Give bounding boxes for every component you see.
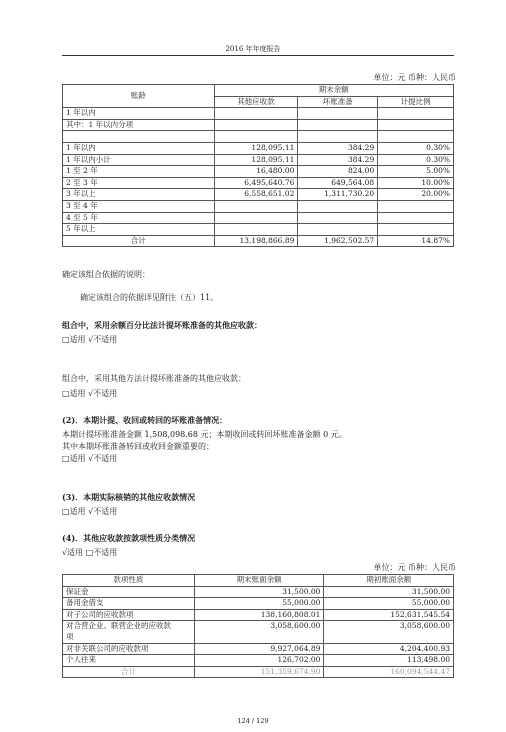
table2-unit: 单位：元 币种：人民币	[373, 563, 456, 572]
table-row	[63, 189, 454, 201]
cell: 备用金借支	[63, 598, 195, 610]
cell	[214, 200, 298, 212]
col-header: 款项性质	[63, 575, 195, 587]
cell: 1 年以内	[63, 108, 215, 120]
cell: 0.30%	[378, 154, 454, 166]
cell: 151,359,674.90	[194, 666, 324, 678]
table-row	[63, 166, 454, 178]
cell: 824.00	[298, 166, 378, 178]
table-row	[63, 655, 454, 667]
cell: 2 至 3 年	[63, 177, 215, 189]
s2-heading: (2)．本期计提、收回或转回的坏账准备情况：	[62, 415, 228, 425]
s4-option: √适用 □不适用	[62, 548, 118, 557]
cell	[194, 632, 324, 643]
table-row	[63, 609, 454, 621]
cell	[298, 131, 378, 143]
cell: 1,311,730.20	[298, 189, 378, 201]
cell: 4 至 5 年	[63, 212, 215, 224]
cell: 3,058,600.00	[324, 621, 454, 632]
cell: 3,058,600.00	[194, 621, 324, 632]
cell: 1 年以内小计	[63, 154, 215, 166]
cell	[378, 212, 454, 224]
cell	[214, 119, 298, 131]
total-row	[63, 666, 454, 678]
cell: 55,000.00	[194, 598, 324, 610]
cell: 保证金	[63, 586, 195, 598]
cell: 20.00%	[378, 189, 454, 201]
cell: 14.87%	[378, 235, 454, 247]
table-row	[63, 586, 454, 598]
cell	[378, 131, 454, 143]
cell: 3 年以上	[63, 189, 215, 201]
cell	[214, 224, 298, 236]
basis-text: 确定该组合的依据详见附注（五）11。	[80, 293, 219, 302]
cell	[378, 119, 454, 131]
s2-option: □适用 √不适用	[62, 454, 118, 463]
header-rule	[62, 55, 454, 56]
cell: 55,000.00	[324, 598, 454, 610]
table-row	[63, 177, 454, 189]
basis-label: 确定该组合依据的说明：	[62, 270, 150, 279]
cell: 128,095.11	[214, 142, 298, 154]
cell: 113,498.00	[324, 655, 454, 667]
cell: 9,927,064.89	[194, 643, 324, 655]
cell: 1 年以内	[63, 142, 215, 154]
cell	[298, 108, 378, 120]
cell	[214, 131, 298, 143]
s2-line2: 其中本期坏账准备转回或收回金额重要的：	[62, 442, 214, 451]
cell: 5 年以上	[63, 224, 215, 236]
page-number: 124 / 129	[237, 717, 269, 725]
cell: 对非关联公司的应收款项	[63, 643, 195, 655]
cell: 128,095.11	[214, 154, 298, 166]
s3-option: □适用 √不适用	[62, 507, 118, 516]
cell: 4,204,400.93	[324, 643, 454, 655]
cell: 649,564.08	[298, 177, 378, 189]
col-header: 计提比例	[378, 96, 454, 108]
cell: 10.00%	[378, 177, 454, 189]
cell: 6,495,640.76	[214, 177, 298, 189]
cell: 合计	[63, 235, 215, 247]
cell	[378, 108, 454, 120]
table1-unit: 单位：元 币种：人民币	[373, 73, 456, 82]
pct-option: □适用 √不适用	[62, 335, 118, 344]
cell	[298, 200, 378, 212]
cell: 个人往来	[63, 655, 195, 667]
cell	[214, 212, 298, 224]
cell	[378, 200, 454, 212]
col-group: 期末余额	[214, 85, 453, 97]
cell: 对子公司的应收款项	[63, 609, 195, 621]
table-row	[63, 154, 454, 166]
col-header: 期末账面余额	[194, 575, 324, 587]
cell: 其中：1 年以内分项	[63, 119, 215, 131]
cell: 384.29	[298, 142, 378, 154]
table-row	[63, 131, 454, 143]
table-row	[63, 108, 454, 120]
cell: 合计	[63, 666, 195, 678]
cell: 项	[63, 632, 195, 643]
s4-heading: (4)．其他应收款按款项性质分类情况	[62, 533, 196, 543]
cell: 160,094,544.47	[324, 666, 454, 678]
pct-heading: 组合中，采用余额百分比法计提坏账准备的其他应收款：	[62, 320, 262, 330]
cell	[214, 108, 298, 120]
cell: 1,962,502.57	[298, 235, 378, 247]
s2-line1: 本期计提坏账准备金额 1,508,098.68 元；本期收回或转回坏账准备金额 0 元。	[62, 430, 347, 439]
cell	[298, 224, 378, 236]
table-row	[63, 142, 454, 154]
other-option: □适用 √不适用	[62, 389, 118, 398]
table-row	[63, 119, 454, 131]
table-row	[63, 598, 454, 610]
col-header: 坏账准备	[298, 96, 378, 108]
nature-table	[62, 574, 454, 678]
table-row	[63, 200, 454, 212]
col-header: 期初账面余额	[324, 575, 454, 587]
table-row	[63, 212, 454, 224]
page-header: 2016 年年度报告	[225, 45, 281, 53]
cell	[324, 632, 454, 643]
cell: 1 至 2 年	[63, 166, 215, 178]
s3-heading: (3)．本期实际核销的其他应收款情况	[62, 492, 196, 502]
cell: 3 至 4 年	[63, 200, 215, 212]
cell: 5.00%	[378, 166, 454, 178]
other-heading: 组合中，采用其他方法计提坏账准备的其他应收款：	[62, 374, 246, 383]
table-row	[63, 643, 454, 655]
cell	[63, 131, 215, 143]
total-row	[63, 235, 454, 247]
cell: 31,500.00	[324, 586, 454, 598]
cell: 16,480.00	[214, 166, 298, 178]
col-header: 其他应收款	[214, 96, 298, 108]
cell: 对合营企业、联营企业的应收款	[63, 621, 195, 632]
aging-table	[62, 84, 454, 247]
cell: 126,702.00	[194, 655, 324, 667]
cell: 384.29	[298, 154, 378, 166]
cell	[378, 224, 454, 236]
col-aging: 账龄	[63, 85, 215, 108]
cell	[298, 212, 378, 224]
cell: 152,631,545.54	[324, 609, 454, 621]
cell: 13,198,866.89	[214, 235, 298, 247]
cell	[298, 119, 378, 131]
cell: 0.30%	[378, 142, 454, 154]
cell: 31,500.00	[194, 586, 324, 598]
cell: 138,160,808.01	[194, 609, 324, 621]
table-row	[63, 224, 454, 236]
table-row	[63, 621, 454, 632]
table-row	[63, 632, 454, 643]
cell: 6,558,651.02	[214, 189, 298, 201]
